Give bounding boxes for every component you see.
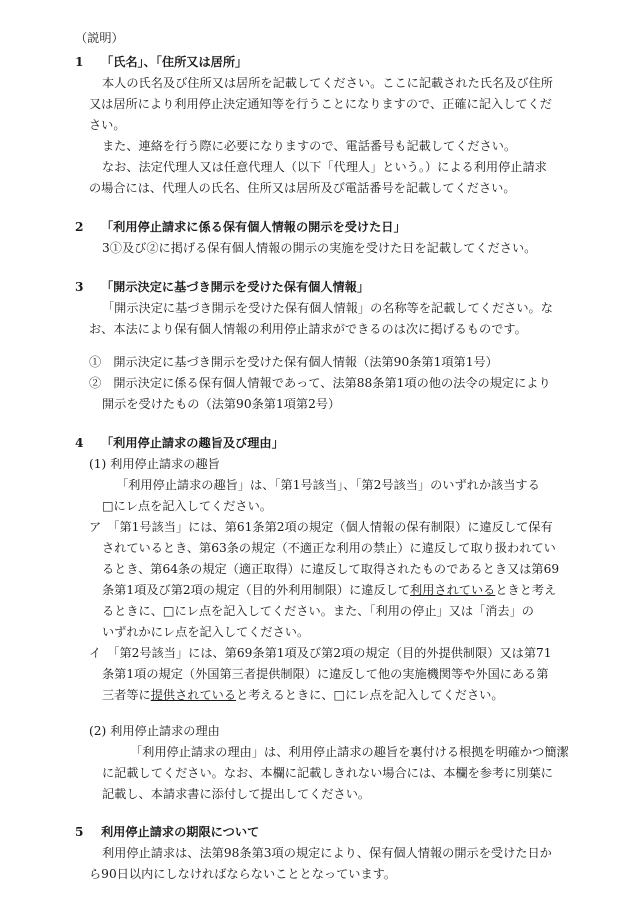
text-run: 三者等に [102, 688, 151, 702]
section-3-text: 「開示決定に基づき開示を受けた保有個人情報」の名称等を記載してください。な [102, 301, 553, 315]
section-1-text: なお、法定代理人又は任意代理人（以下「代理人」という。）による利用停止請求 [102, 160, 547, 174]
section-3-list-item: ① 開示決定に基づき開示を受けた保有個人情報（法第90条第1項第1号） [89, 355, 498, 369]
section-4-text: に記載してください。なお、本欄に記載しきれない場合には、本欄を参考に別葉に [102, 766, 553, 780]
section-4-item-a: るとき、第64条の規定（適正取得）に違反して取得されたものであるとき又は第69 [102, 562, 560, 576]
section-5-text: ら90日以内にしなければならないこととなっています。 [89, 867, 397, 881]
section-5-number: 5 [75, 825, 84, 839]
section-4-text: 記載し、本請求書に添付して提出してください。 [102, 787, 371, 801]
section-3-list-item: ② 開示決定に係る保有個人情報であって、法第88条第1項の他の法令の規定により [89, 376, 551, 390]
section-1-number: 1 [75, 55, 84, 69]
section-4-item-a: いずれかにレ点を記入してください。 [102, 625, 310, 639]
subsection-heading: (2) 利用停止請求の理由 [89, 724, 220, 738]
section-4-text: □にレ点を記入してください。 [102, 499, 272, 513]
text-run: と考えるときに、□にレ点を記入してください。 [236, 688, 504, 702]
document-header: （説明） [75, 31, 124, 45]
section-4-item-a [102, 580, 556, 600]
section-2-title: 「利用停止請求に係る保有個人情報の開示を受けた日」 [101, 220, 406, 234]
text-run: ときと考え [495, 583, 557, 597]
section-1-text: また、連絡を行う際に必要になりますので、電話番号も記載してください。 [102, 139, 517, 153]
section-2-text: 3①及び②に掲げる保有個人情報の開示の実施を受けた日を記載してください。 [102, 241, 537, 255]
section-3-heading [75, 277, 369, 297]
section-3-text: お、本法により保有個人情報の利用停止請求ができるのは次に掲げるものです。 [89, 322, 527, 336]
section-4-number: 4 [75, 436, 84, 450]
section-1-text: の場合には、代理人の氏名、住所又は居所及び電話番号を記載してください。 [89, 181, 516, 195]
section-2-number: 2 [75, 220, 84, 234]
section-4-text: 「利用停止請求の趣旨」は、「第1号該当」、「第2号該当」のいずれか該当する [116, 478, 540, 492]
subsection-heading: (1) 利用停止請求の趣旨 [89, 457, 220, 471]
section-2-heading [75, 217, 406, 237]
section-4-heading [75, 433, 284, 453]
section-4-item-i: イ 「第2号該当」には、第69条第1項及び第2項の規定（目的外提供制限）又は第71 [89, 646, 552, 660]
text-run: 条第1項及び第2項の規定（目的外利用制限）に違反して [102, 583, 411, 597]
section-4-item-a: るときに、□にレ点を記入してください。また、「利用の停止」又は「消去」の [102, 604, 534, 618]
section-4-item-i [102, 685, 504, 705]
section-1-title: 「氏名」、「住所又は居所」 [101, 55, 248, 69]
section-4-item-i: 条第1項の規定（外国第三者提供制限）に違反して他の実施機関等や外国にある第 [102, 667, 549, 681]
section-1-text: 本人の氏名及び住所又は居所を記載してください。ここに記載された氏名及び住所 [102, 76, 553, 90]
section-3-title: 「開示決定に基づき開示を受けた保有個人情報」 [101, 280, 370, 294]
underlined-text: 提供されている [150, 688, 237, 702]
section-3-list-item: 開示を受けたもの（法第90条第1項第2号） [102, 397, 341, 411]
section-5-title: 利用停止請求の期限について [101, 825, 260, 839]
underlined-text: 利用されている [410, 583, 496, 597]
section-3-number: 3 [75, 280, 84, 294]
section-5-text: 利用停止請求は、法第98条第3項の規定により、保有個人情報の開示を受けた日か [102, 846, 552, 860]
section-5-heading [75, 822, 259, 842]
section-1-text: 又は居所により利用停止決定通知等を行うことになりますので、正確に記入してくだ [89, 97, 552, 111]
section-4-title: 「利用停止請求の趣旨及び理由」 [101, 436, 284, 450]
section-4-item-a: されているとき、第63条の規定（不適正な利用の禁止）に違反して取り扱われてい [102, 541, 556, 555]
section-1-heading [75, 52, 247, 72]
section-4-text: 「利用停止請求の理由」は、利用停止請求の趣旨を裏付ける根拠を明確かつ簡潔 [130, 745, 569, 759]
section-4-item-a: ア 「第1号該当」には、第61条第2項の規定（個人情報の保有制限）に違反して保有 [89, 520, 553, 534]
section-1-text: さい。 [89, 118, 126, 132]
